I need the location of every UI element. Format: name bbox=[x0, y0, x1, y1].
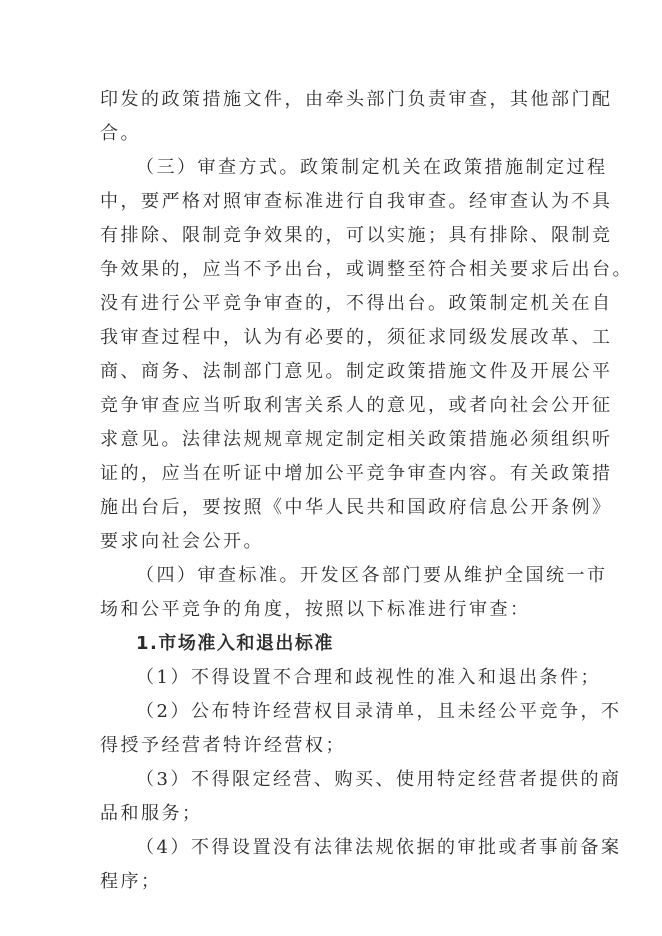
text-line: 证的，应当在听证中增加公平竞争审查内容。有关政策措 bbox=[100, 463, 613, 484]
text-line: 程序； bbox=[100, 871, 162, 892]
text-line: 要求向社会公开。 bbox=[100, 531, 264, 552]
text-line: （1）不得设置不合理和歧视性的准入和退出条件； bbox=[136, 667, 601, 688]
text-line: 商、商务、法制部门意见。制定政策措施文件及开展公平 bbox=[100, 361, 613, 382]
text-line: 争效果的，应当不予出台，或调整至符合相关要求后出台。 bbox=[100, 259, 633, 280]
text-line: （2）公布特许经营权目录清单，且未经公平竞争，不 bbox=[136, 701, 622, 722]
text-line: 合。 bbox=[100, 123, 141, 144]
text-line: （四）审查标准。开发区各部门要从维护全国统一市 bbox=[136, 565, 608, 586]
section-heading: 1.市场准入和退出标准 bbox=[136, 633, 334, 654]
text-line: （3）不得限定经营、购买、使用特定经营者提供的商 bbox=[136, 769, 622, 790]
text-line: 有排除、限制竞争效果的，可以实施；具有排除、限制竞 bbox=[100, 225, 613, 246]
text-line: 中，要严格对照审查标准进行自我审查。经审查认为不具 bbox=[100, 191, 613, 212]
text-line: 品和服务； bbox=[100, 803, 203, 824]
text-line: 印发的政策措施文件，由牵头部门负责审查，其他部门配 bbox=[100, 89, 613, 110]
text-line: 场和公平竞争的角度，按照以下标准进行审查： bbox=[100, 599, 531, 620]
text-line: 竞争审查应当听取利害关系人的意见，或者向社会公开征 bbox=[100, 395, 613, 416]
text-line: （三）审查方式。政策制定机关在政策措施制定过程 bbox=[136, 157, 608, 178]
text-line: （4）不得设置没有法律法规依据的审批或者事前备案 bbox=[136, 837, 622, 858]
text-line: 没有进行公平竞争审查的，不得出台。政策制定机关在自 bbox=[100, 293, 613, 314]
text-line: 得授予经营者特许经营权； bbox=[100, 735, 346, 756]
text-line: 求意见。法律法规规章规定制定相关政策措施必须组织听 bbox=[100, 429, 613, 450]
text-line: 施出台后，要按照《中华人民共和国政府信息公开条例》 bbox=[100, 497, 613, 518]
text-line: 我审查过程中，认为有必要的，须征求同级发展改革、工 bbox=[100, 327, 613, 348]
